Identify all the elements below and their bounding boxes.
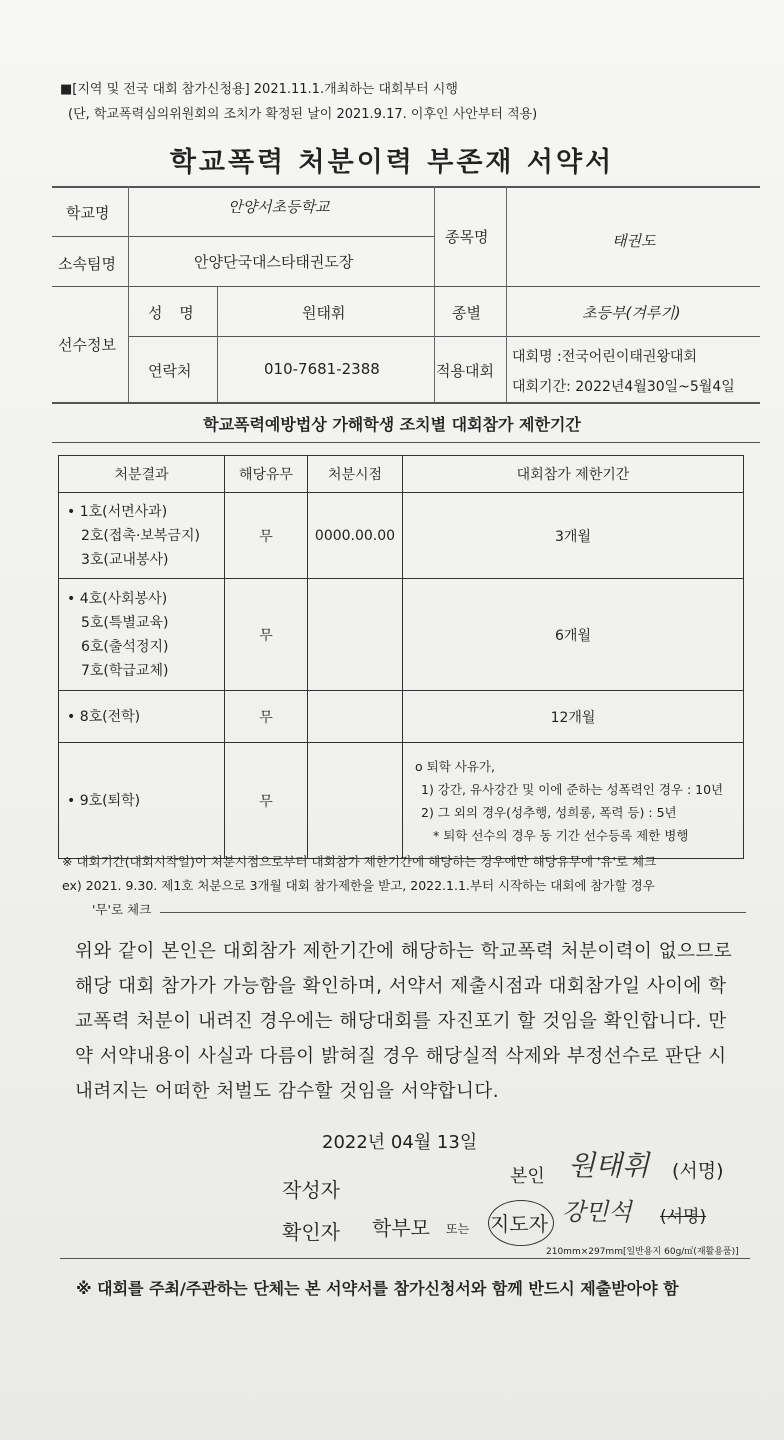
self-signature: 원태휘 <box>568 1149 650 1182</box>
school-label: 학교명 <box>66 204 110 222</box>
bottom-note: ※ 대회를 주최/주관하는 단체는 본 서약서를 참가신청서와 함께 반드시 제출받아야 함 <box>76 1279 679 1298</box>
section-title-rule <box>52 442 760 443</box>
disposition-code: • 8호(전학) <box>67 708 141 725</box>
disposition-date <box>308 579 403 691</box>
competition-name: 대회명 :전국어린이태권왕대회 <box>512 349 697 365</box>
writer-label: 작성자 <box>282 1178 340 1202</box>
or-label: 또는 <box>446 1222 470 1236</box>
paper-spec: 210mm×297mm[일반용지 60g/㎡(재활용품)] <box>546 1247 739 1257</box>
team-value: 안양단국대스타태권도장 <box>194 253 354 271</box>
disposition-date: 0000.00.00 <box>308 493 403 579</box>
contact-label: 연락처 <box>148 362 192 380</box>
info-col-divider-1 <box>128 186 129 402</box>
name-value: 원태휘 <box>302 304 346 322</box>
confirmer-label: 확인자 <box>282 1220 340 1244</box>
footnote-3: '무'로 체크 <box>92 902 152 917</box>
applicable-value: 무 <box>225 691 308 743</box>
expulsion-line: o 퇴학 사유가, <box>415 758 495 774</box>
category-value: 초등부(겨루기) <box>582 304 681 322</box>
info-col-divider-3 <box>434 186 435 402</box>
info-col-divider-4 <box>506 186 507 402</box>
coach-sign-label: (서명) <box>660 1207 707 1227</box>
restriction-section-title: 학교폭력예방법상 가해학생 조치별 대회참가 제한기간 <box>203 415 581 434</box>
footnote-2: ex) 2021. 9.30. 제1호 처분으로 3개월 대회 참가제한을 받고, 2022.1.1.부터 시작하는 대회에 참가할 경우 <box>62 878 655 893</box>
expulsion-line: 2) 그 외의 경우(성추행, 성희롱, 폭력 등) : 5년 <box>421 804 677 820</box>
parent-label: 학부모 <box>372 1216 430 1240</box>
restriction-period: 6개월 <box>403 579 744 691</box>
restriction-table <box>58 455 744 859</box>
self-label: 본인 <box>510 1166 545 1187</box>
restriction-period: 3개월 <box>403 493 744 579</box>
restriction-period: 12개월 <box>403 691 744 743</box>
info-row-divider-1 <box>52 236 434 237</box>
header-note-1: ■[지역 및 전국 대회 참가신청용] 2021.11.1.개최하는 대회부터 시행 <box>60 82 458 97</box>
pledge-date: 2022년 04월 13일 <box>322 1132 478 1153</box>
table-row <box>59 691 744 743</box>
event-value: 태권도 <box>612 232 656 250</box>
category-label: 종별 <box>452 304 481 322</box>
disposition-codes <box>59 493 225 579</box>
footnote-rule <box>160 912 746 913</box>
disposition-code: 2호(접촉·보복금지) <box>81 527 200 544</box>
table-row <box>59 579 744 691</box>
applicable-value: 무 <box>225 493 308 579</box>
player-info-label: 선수정보 <box>58 336 116 354</box>
disposition-code: • 4호(사회봉사) <box>67 590 168 607</box>
applied-competition-label: 적용대회 <box>436 362 494 380</box>
pledge-body: 위와 같이 본인은 대회참가 제한기간에 해당하는 학교폭력 처분이력이 없으므로 해당 대회 참가가 가능함을 확인하며, 서약서 제출시점과 대회참가일 사이에 학교폭력 처분이 내려진 경우에는 해당대회를 자진포기 할 것임을 확인합니다. 만약 서약내용이 사실과 다름이 밝혀질 경우 해당실적 삭제와 부정선수로 판단 시 내려지는 어떠한 처벌도 감수할 것임을 서약합니다. <box>75 941 733 1102</box>
disposition-codes <box>59 579 225 691</box>
coach-signature: 강민석 <box>562 1198 632 1226</box>
info-col-divider-2 <box>217 286 218 402</box>
table-row <box>59 493 744 579</box>
disposition-codes <box>59 691 225 743</box>
disposition-date <box>308 691 403 743</box>
table-header-date: 처분시점 <box>308 456 403 493</box>
coach-label: 지도자 <box>490 1212 548 1236</box>
disposition-code: 5호(특별교육) <box>81 614 169 631</box>
disposition-code: 7호(학급교체) <box>81 662 169 679</box>
document-title: 학교폭력 처분이력 부존재 서약서 <box>169 147 615 178</box>
info-row-divider-3 <box>128 336 760 337</box>
expulsion-line: 1) 강간, 유사강간 및 이에 준하는 성폭력인 경우 : 10년 <box>421 781 724 797</box>
expulsion-line: * 퇴학 선수의 경우 동 기간 선수등록 제한 병행 <box>433 827 689 843</box>
competition-period: 대회기간: 2022년4월30일~5월4일 <box>512 379 735 395</box>
disposition-code: • 9호(퇴학) <box>67 792 141 809</box>
disposition-code: 6호(출석정지) <box>81 638 169 655</box>
table-header-period: 대회참가 제한기간 <box>403 456 744 493</box>
name-label: 성 명 <box>148 304 200 322</box>
applicable-value: 무 <box>225 743 308 859</box>
table-header-applicable: 해당유무 <box>225 456 308 493</box>
table-header-result: 처분결과 <box>59 456 225 493</box>
applicable-value: 무 <box>225 579 308 691</box>
expulsion-period-details <box>403 743 744 859</box>
school-value: 안양서초등학교 <box>228 198 330 216</box>
contact-value: 010-7681-2388 <box>264 360 380 378</box>
header-note-2: (단, 학교폭력심의위원회의 조치가 확정된 날이 2021.9.17. 이후인 사안부터 적용) <box>68 107 538 122</box>
disposition-codes <box>59 743 225 859</box>
table-header-row <box>59 456 744 493</box>
disposition-date <box>308 743 403 859</box>
info-row-divider-2 <box>52 286 760 287</box>
bottom-rule <box>60 1258 750 1259</box>
event-label: 종목명 <box>445 228 489 246</box>
self-sign-label: (서명) <box>672 1160 724 1182</box>
info-top-rule <box>52 186 760 188</box>
team-label: 소속팀명 <box>58 255 116 273</box>
info-bottom-rule <box>52 402 760 404</box>
footnote-1: ※ 대회기간(대회시작일)이 처분시점으로부터 대회참가 제한기간에 해당하는 경우에만 해당유무에 '유'로 체크 <box>62 854 657 869</box>
disposition-code: 3호(교내봉사) <box>81 551 169 568</box>
table-row <box>59 743 744 859</box>
disposition-code: • 1호(서면사과) <box>67 503 168 520</box>
